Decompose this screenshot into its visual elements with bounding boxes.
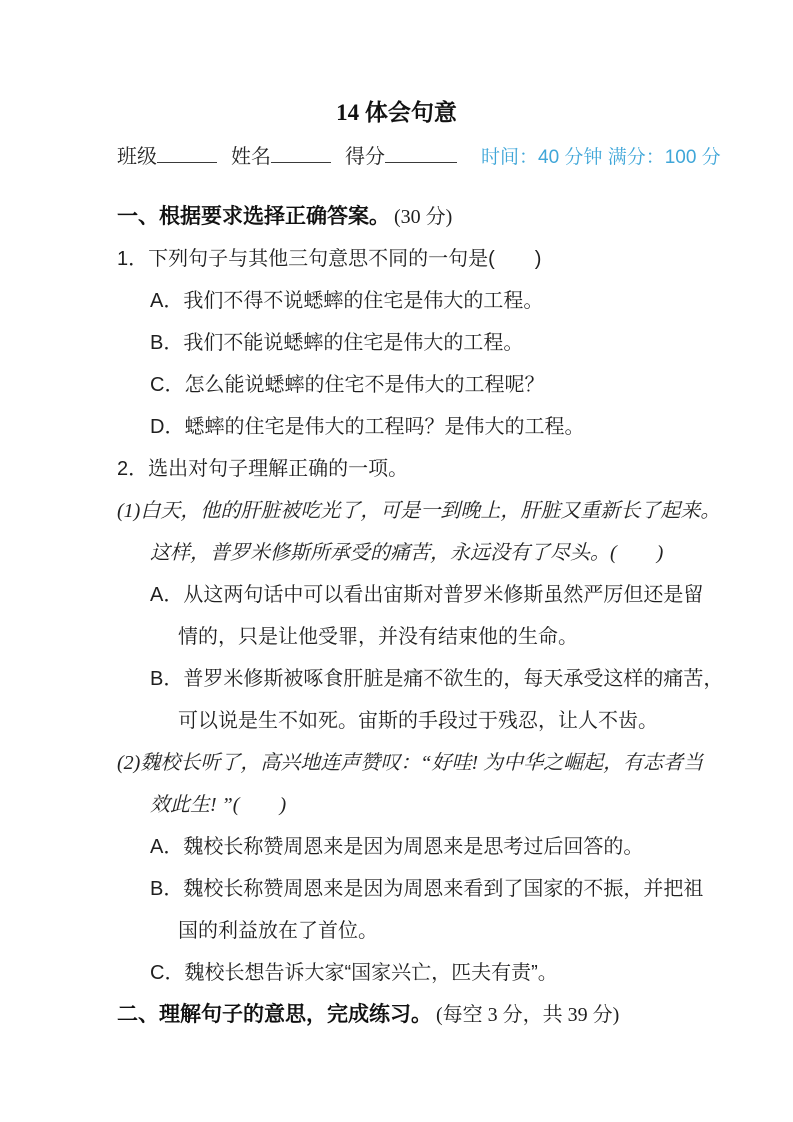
q2-sub1-option-b-line-1: B．普罗米修斯被啄食肝脏是痛不欲生的，每天承受这样的痛苦， — [150, 668, 724, 690]
name-label: 姓名 — [231, 146, 271, 168]
q2-sub2-quote-line-2: 效此生! ”( ) — [150, 794, 287, 816]
q1-option-d: D．蟋蟀的住宅是伟大的工程吗？是伟大的工程。 — [150, 416, 585, 438]
q2-stem: 2．选出对句子理解正确的一项。 — [117, 458, 409, 480]
meta-row — [0, 142, 793, 172]
q2-sub1-quote-line-1: (1)白天，他的肝脏被吃光了，可是一到晚上，肝脏又重新长了起来。 — [117, 500, 721, 522]
section-1-score: (30 分) — [394, 206, 453, 228]
q2-sub2-option-b-line-1: B．魏校长称赞周恩来是因为周恩来看到了国家的不振，并把祖 — [150, 878, 704, 900]
section-2-heading — [0, 994, 793, 1036]
worksheet-body — [0, 196, 793, 1036]
q2-sub2-quote-line-1: (2)魏校长听了，高兴地连声赞叹：“好哇! 为中华之崛起，有志者当 — [117, 752, 704, 774]
score-label: 得分 — [345, 146, 385, 168]
page-title: 14 体会句意 — [336, 100, 457, 125]
section-1-title: 一、根据要求选择正确答案。 — [117, 205, 390, 228]
q1-option-a: A．我们不得不说蟋蟀的住宅是伟大的工程。 — [150, 290, 544, 312]
q1-option-c: C．怎么能说蟋蟀的住宅不是伟大的工程呢？ — [150, 374, 545, 396]
class-blank — [157, 142, 217, 163]
q2-sub1-option-b-line-2: 可以说是生不如死。宙斯的手段过于残忍，让人不齿。 — [178, 710, 658, 732]
q2-sub2-option-c: C．魏校长想告诉大家“国家兴亡，匹夫有责”。 — [150, 962, 558, 984]
class-label: 班级 — [117, 146, 157, 168]
q1-stem: 1．下列句子与其他三句意思不同的一句是( ) — [117, 248, 542, 270]
q2-sub2-option-a: A．魏校长称赞周恩来是因为周恩来是思考过后回答的。 — [150, 836, 644, 858]
q2-sub1-option-a-line-2: 情的，只是让他受罪，并没有结束他的生命。 — [178, 626, 578, 648]
q2-sub1-quote-line-2: 这样，普罗米修斯所承受的痛苦，永远没有了尽头。( ) — [150, 542, 664, 564]
name-blank — [271, 142, 331, 163]
score-blank — [385, 142, 457, 163]
q2-sub2-option-b-line-2: 国的利益放在了首位。 — [178, 920, 378, 942]
section-2-score: (每空 3 分，共 39 分) — [436, 1004, 620, 1026]
q2-sub1-option-a-line-1: A．从这两句话中可以看出宙斯对普罗米修斯虽然严厉但还是留 — [150, 584, 704, 606]
exam-info: 时间：40 分钟 满分：100 分 — [481, 147, 721, 168]
section-1-heading — [0, 196, 793, 238]
q1-option-b: B．我们不能说蟋蟀的住宅是伟大的工程。 — [150, 332, 524, 354]
section-2-title: 二、理解句子的意思，完成练习。 — [117, 1003, 432, 1026]
